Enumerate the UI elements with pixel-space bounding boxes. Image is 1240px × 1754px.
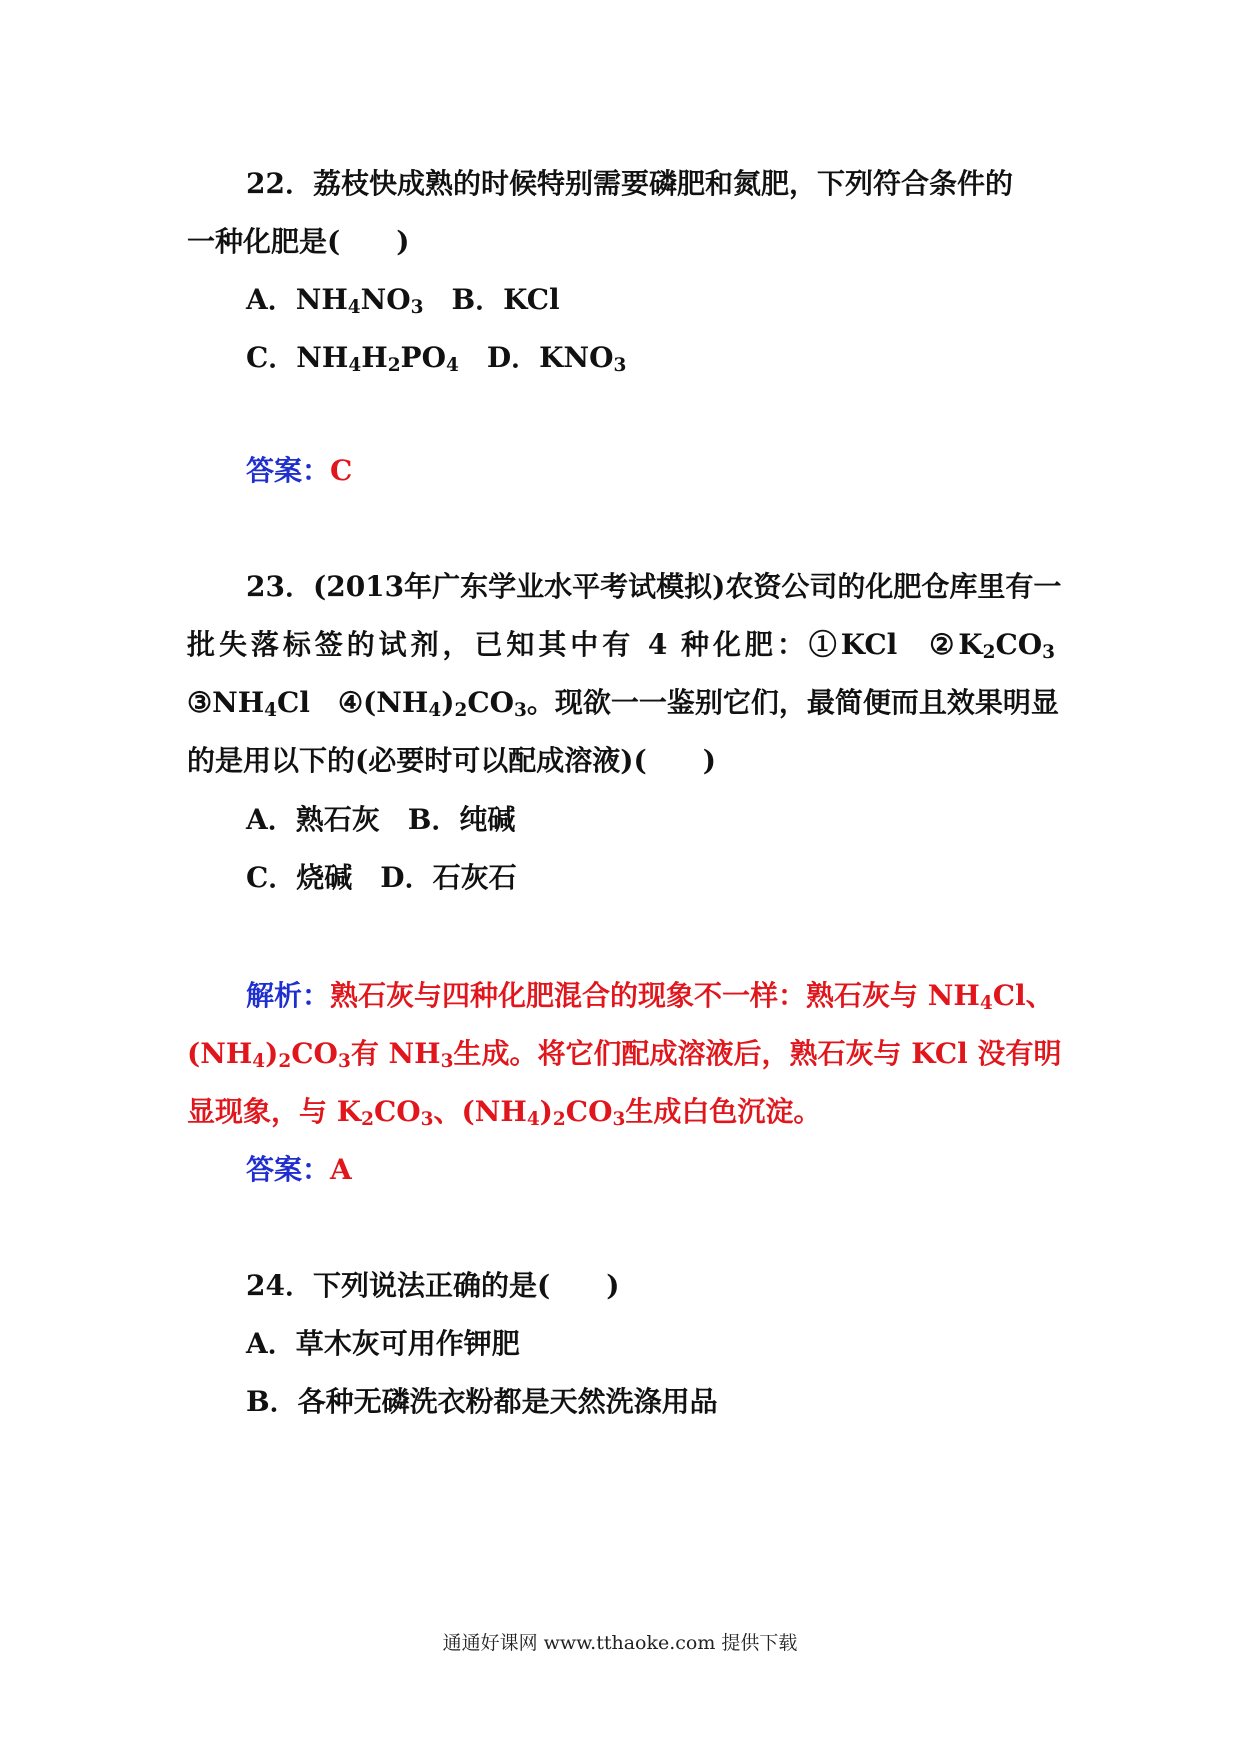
q22-option-b-text: KCl	[503, 283, 560, 316]
q22-option-d-text: $KNO_3$	[539, 341, 627, 377]
q23-line-4: 的是用以下的(必要时可以配成溶液)( )	[187, 744, 716, 777]
q22-option-a-text: $NH_4NO_3$	[295, 283, 424, 319]
q23-analysis-line-2: $(NH_4)_2CO_3$有 $NH_3$生成。将它们配成溶液后，熟石灰与 KCl 没有明	[187, 1037, 1062, 1073]
q23-analysis-line-3: 显现象，与 $K_2CO_3$、$(NH_4)_2CO_3$生成白色沉淀。	[187, 1095, 822, 1131]
q23-options-ab	[246, 800, 515, 840]
q23-options-cd	[246, 858, 517, 898]
q23-line-3: $③NH_4Cl$ $④(NH_4)_2CO_3$。现欲一一鉴别它们，最简便而且效果明显	[187, 686, 1059, 722]
q22-option-c-label: C．	[246, 341, 297, 374]
q22-answer	[246, 451, 352, 491]
q23-analysis-label: 解析：	[246, 979, 331, 1012]
q23-answer-label: 答案：	[246, 1153, 331, 1186]
q24-option-a: A．草木灰可用作钾肥	[246, 1327, 520, 1360]
q23-option-a: A．熟石灰	[246, 803, 380, 836]
q23-line-1: 23．(2013年广东学业水平考试模拟)农资公司的化肥仓库里有一	[246, 570, 1062, 603]
q22-options-ab	[246, 280, 560, 320]
q22-option-d-label: D．	[486, 341, 540, 374]
q22-line-2: 一种化肥是( )	[187, 225, 410, 258]
q24-option-b: B．各种无磷洗衣粉都是天然洗涤用品	[246, 1385, 718, 1418]
q22-options-cd	[246, 338, 626, 378]
footer-source: 通通好课网 www.tthaoke.com 提供下载	[442, 1632, 798, 1654]
q22-answer-label: 答案：	[246, 454, 331, 487]
q22-option-b-label: B．	[451, 283, 504, 316]
q23-option-c: C．烧碱	[246, 861, 353, 894]
q22-option-c-text: $NH_4H_2PO_4$	[296, 341, 459, 377]
q22-option-a-label: A．	[246, 283, 296, 316]
q22-answer-value: C	[330, 454, 353, 487]
q22-line-1: 22．荔枝快成熟的时候特别需要磷肥和氮肥，下列符合条件的	[246, 167, 1013, 200]
q23-analysis-line-1: 解析：熟石灰与四种化肥混合的现象不一样：熟石灰与 $NH_4Cl$、	[246, 979, 1054, 1015]
q24-line-1: 24．下列说法正确的是( )	[246, 1269, 620, 1302]
q23-answer	[246, 1150, 352, 1190]
q23-option-b: B．纯碱	[407, 803, 516, 836]
q23-line-2: 批失落标签的试剂，已知其中有 4 种化肥：①KCl $②K_2CO_3$	[187, 628, 1055, 664]
q23-option-d: D．石灰石	[380, 861, 517, 894]
q23-answer-value: A	[330, 1153, 352, 1186]
